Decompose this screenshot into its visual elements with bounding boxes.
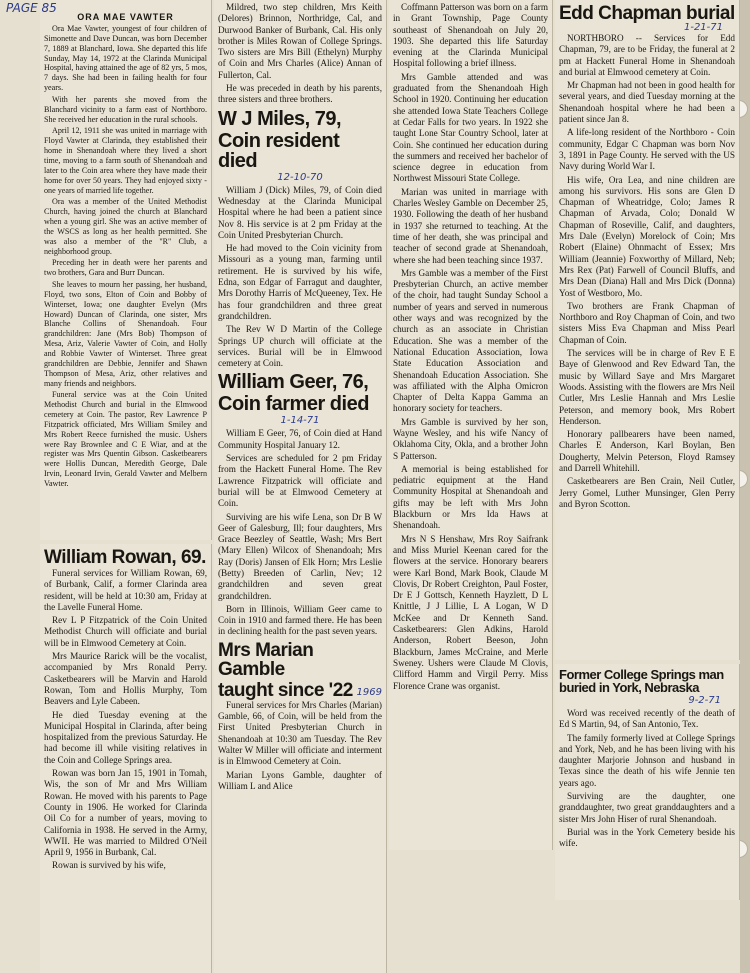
gamble-continued-body (393, 2, 548, 692)
paragraph: Honorary pallbearers have been named, Charles E Anderson, Karl Boylan, Ben Dougherty, Melvin Peterson, Floyd Ramsey and Darrell Whitehill. (559, 429, 735, 473)
paragraph: Marian was united in marriage with Charles Wesley Gamble on December 25, 1930. Following the death of her husband in 1937 she returned to teaching. At the time of her death, she was principal and teacher of second grade at Shenandoah, where she had been teaching since 1937. (393, 186, 548, 265)
clipping-column-2 (214, 0, 387, 973)
paragraph: Born in Illinois, William Geer came to Coin in 1910 and farmed there. He has been in declining health for the past seven years. (218, 603, 382, 637)
clipping-rowan (40, 544, 212, 973)
paragraph: Mrs Maurice Rarick will be the vocalist, accompanied by Mrs Ronald Perry. Casketbearers will be Marvin and Harold Rowan, Tom and Hollis Murphy, Tom Beavers and Lyle Cabeen. (44, 651, 207, 707)
paragraph: Burial was in the York Cemetery beside his wife. (559, 826, 735, 849)
paragraph: Ora was a member of the United Methodist Church, having joined the church at Blanchard when a young girl. She was an active member of the WSCS as long as her health permitted. She was also a member of the "R" Club, a neighborhood group. (44, 197, 207, 256)
paragraph: The services will be in charge of Rev E E Baye of Glenwood and Rev Edward Tan, the music by Willard Saye and Mrs Margaret Woods. Assisting with the flowers are Mrs Neil Cutler, Mrs Leslie Hannah and Mrs Leslie Peterson, and memory book, Mrs Robert Henderson. (559, 348, 735, 426)
paragraph: The Rev W D Martin of the College Springs UP church will officiate at the services. Burial will be in Elmwood cemetery at Coin. (218, 324, 382, 369)
paragraph: He had moved to the Coin vicinity from Missouri as a young man, farming until retirement. He is survived by his wife, Edna, son Edgar of Farragut and daughter, Mrs Dorothy Harris of McQueeney, Tex. He has four grandchildren and three great grandchildren. (218, 243, 382, 321)
clipping-gamble-continued (389, 0, 553, 850)
paragraph: A memorial is being established for pediatric equipment at the Hand Community Hospital at Shenandoah and gifts may be left with Mrs John Blackburn or Mrs Ida Haws at Shenandoah. (393, 463, 548, 531)
paragraph: Mr Chapman had not been in good health for several years, and died Tuesday morning at the Shenandoah hospital where he had been a patient since Jan 8. (559, 80, 735, 125)
page-label: PAGE 85 (6, 1, 57, 15)
paragraph: Coffmann Patterson was born on a farm in Grant Township, Page County southeast of Shenandoah on July 20, 1903. She departed this life Saturday evening at the Clarinda Municipal Hospital following a brief illness. (393, 2, 548, 69)
paragraph: Two brothers are Frank Chapman of Northboro and Roy Chapman of Coin, and two sisters Miss Eva Chapman and Miss Pearl Chapman of Coin. (559, 300, 735, 345)
headline-rowan: William Rowan, 69. (44, 547, 206, 568)
obituary-heading-vawter: ORA MAE VAWTER (77, 12, 174, 22)
paragraph: Services are scheduled for 2 pm Friday from the Hackett Funeral Home. The Rev Lawrence Fitzpatrick will officiate and burial will be at Elmwood Cemetery at Coin. (218, 453, 382, 509)
headline-chapman: Edd Chapman burial (559, 3, 735, 24)
paragraph: He died Tuesday evening at the Municipal Hospital in Clarinda, after being hospitalized from the previous Saturday. He had become ill while visiting relatives in the Coin and College Springs area. (44, 709, 207, 765)
paragraph: Mrs Gamble attended and was graduated from the Shenandoah High School in 1920. Continuing her education she attended Iowa State Teachers College at Cedar Falls for two years. In 1922 she taught Lone Star Country School, later at Coin. She continued her education during the summers and received her bachelor of science degree in education from Northwest Missouri State College. (393, 71, 548, 184)
headline-gamble-1: Mrs Marian Gamble (218, 639, 314, 680)
paragraph: Marian Lyons Gamble, daughter of William L and Alice (218, 769, 382, 791)
clipping-chapman (555, 0, 740, 660)
paragraph: Mrs N S Henshaw, Mrs Roy Saifrank and Miss Muriel Keenan cared for the flowers at the service. Honorary bearers were Karl Bond, Mark Book, Claude M Clovis, Dr Robert Creighton, Paul Foster, Dr E J Gottsch, Kenneth Hayzlett, D L Knittle, J J Lillie, L A Logan, W D McKee and Dr Kenneth Sand. Casketbearers: Glen Adkins, Harold Anderson, Robert Beeson, John Blackburn, James McCraine, and Merle Sweney. Ushers were Claude M Clovis, Clifford Hamm and Virgil Perry. Miss Florence Crane was organist. (393, 533, 548, 691)
handwritten-date-chapman: 1-21-71 (683, 22, 723, 33)
paragraph: Funeral services for Mrs Charles (Marian) Gamble, 66, of Coin, will be held from the First United Presbyterian Church in Shenandoah at 10:30 am Tuesday. The Rev Walter W Miller will officiate and interment is in Elmwood Cemetery at Coin. (218, 699, 382, 767)
paragraph: Funeral services for William Rowan, 69, of Burbank, Calif, a former Clarinda area resident, will be held at 10:30 am, Friday at the Lavelle Funeral Home. (44, 568, 207, 612)
paragraph: A life-long resident of the Northboro - Coin community, Edgar C Chapman was born Nov 3, 1891 in Page County. He served with the US Navy during World War I. (559, 127, 735, 172)
handwritten-date-geer: 1-14-71 (280, 415, 320, 427)
obituary-body-martin (559, 708, 735, 850)
paragraph: The family formerly lived at College Springs and York, Neb, and he has been living with his daughter Marjorie Johnson and husband in Texas since the death of his wife Jennie ten years ago. (559, 732, 735, 788)
obituary-body-gamble (218, 700, 382, 792)
handwritten-date-martin: 9-2-71 (688, 695, 721, 706)
paragraph: William E Geer, 76, of Coin died at Hand Community Hospital January 12. (218, 428, 382, 450)
paragraph: His wife, Ora Lea, and nine children are among his survivors. His sons are Glen D Chapman of Wheatridge, Colo; James R Chapman of Arvada, Colo; Donald W Chapman of Roseville, Calif, and daughters, Mrs Dale (Evelyn) Morelock of Coin; Mrs Robert (Elaine) Ohnmacht of Essex; Mrs William (Jeannie) Foxworthy of Millard, Neb; Mrs Rex (Pat) Farwell of Council Bluffs, and Mrs Dean (Diana) Hall and Mrs Dick (Donna) Yost of Westboro, Mo. (559, 174, 735, 298)
paragraph: April 12, 1911 she was united in marriage with Floyd Vawter at Clarinda, they established their home in Shenandoah where they lived a short time, moving to a farm south of Shenandoah and later to the Coin area where they have made their home for over 50 years. They had enjoyed sixty - one years of married life together. (44, 126, 207, 195)
paragraph: Surviving are the daughter, one granddaughter, two great granddaughters and a sister Mrs John Hiser of rural Shenandoah. (559, 791, 735, 824)
paragraph: Mrs Gamble was a member of the First Presbyterian Church, an active member of the choir, had taught Sunday School a number of years and served in numerous other ways and was recognized by the church as an associate in Christian Education. She was a member of the National Education Association, Iowa State Education Association and Shenandoah Education Association. She was affiliated with the Alpha Omicron Chapter of Delta Kappa Gamma an honorary society for teachers. (393, 267, 548, 414)
clipping-vawter (40, 0, 212, 540)
headline-martin: Former College Springs man buried in York, Nebraska (559, 667, 724, 695)
obituary-body-vawter (44, 24, 207, 489)
paragraph: Funeral service was at the Coin United Methodist Church and burial in the Elmwood cemetery at Coin. The pastor, Rev Lawrence P Fitzpatrick officiated, Mrs William Smiley and Mrs Robert Reece furnished the music. Ushers were Ray Brownlee and C E Wiar, and at the register was Mrs Quentin Gibson. Casketbearers were Hollis Duncan, Meredith George, Dale Irvin, Leonard Irvin, Gerald Vawter and Melbern Vawter. (44, 390, 207, 488)
paragraph: William J (Dick) Miles, 79, of Coin died Wednesday at the Clarinda Municipal Hospital where he had been a patient since Nov 8. His service is at 2 pm Friday at the Coin United Presbyterian Church. (218, 184, 382, 240)
paragraph: Rowan is survived by his wife, (52, 860, 166, 871)
headline-miles-1: W J Miles, 79, (218, 107, 342, 130)
obituary-body-chapman (559, 33, 735, 510)
paragraph: Rowan was born Jan 15, 1901 in Tomah, Wis, the son of Mr and Mrs William Rowan. He moved with his parents to Page County in 1906. He worked for Clarinda Oil Co for a number of years, moving to California in 1938. He served in the Army, WWII. He was married to Mildred O'Neil April 9, 1956 in Burbank, Cal. (44, 768, 207, 858)
handwritten-date-gamble: 1969 (356, 686, 382, 698)
paragraph: He was preceded in death by his parents, three sisters and three brothers. (218, 83, 382, 105)
paragraph: With her parents she moved from the Blanchard vicinity to a farm east of Northboro. She received her education in the rural schools. (44, 94, 207, 124)
paragraph: Casketbearers are Ben Crain, Neil Cutler, Jerry Gomel, Luther Munsinger, Glen Perry and Byron Scotton. (559, 476, 735, 509)
paragraph: Ora Mae Vawter, youngest of four children of Simonette and Dave Duncan, was born December 7, 1889 at Blanchard, Iowa. She departed this life Sunday, May 14, 1972 at the Clarinda Municipal Hospital, having attained the age of 82 yrs, 5 mos, 7 days. She had been in failing health for four years. (44, 24, 207, 93)
obituary-body-geer (218, 428, 382, 637)
paragraph: Rev L P Fitzpatrick of the Coin United Methodist Church will officiate and burial will be in Elmwood Cemetery at Coin. (44, 615, 207, 648)
paragraph: Mildred, two step children, Mrs Keith (Delores) Brinnon, Northridge, Cal, and Durwood Banker of Burbank, Cal. His only brother is Miles Rowan of College Springs. Two sisters are Mrs Bill (Ethelyn) Murphy of Coin and Mrs Charles (Alice) Annan of Fullerton, Cal. (218, 2, 382, 80)
headline-geer-1: William Geer, 76, (218, 371, 369, 394)
paragraph: Surviving are his wife Lena, son Dr B W Geer of Galesburg, Ill; four daughters, Mrs Grace Beezley of Seattle, Wash; Mrs Bert (Mary Ellen) Wilcox of Shenandoah; Mrs Ray (Doris) Jansen of Elk Horn; Mrs Leslie (Betty) Breeden of Carlin, Nev; 12 grandchildren and seven great grandchildren. (218, 511, 382, 601)
handwritten-date-miles: 12-10-70 (277, 171, 323, 183)
obituary-body-rowan (44, 568, 207, 872)
paragraph: She leaves to mourn her passing, her husband, Floyd, two sons, Elton of Coin and Bobby of Winterset, Iowa; one daughter Evelyn (Mrs Howard) Duncan of Clarinda, one sister, Mrs Blanche Collins of Shenandoah. Four grandchildren: Jane (Mrs Bob) Thompson of Mesa, Ariz, Valerie Vawter of Coin, and Holly and Robbie Vawter of Winterset. Three great grandchildren are Debbie, Jennifer and Shawn Thompson of Mesa, Ariz, other relatives and many friends and neighbors. (44, 280, 207, 388)
headline-gamble-2: taught since '22 (218, 679, 353, 701)
headline-geer-2: Coin farmer died (218, 393, 369, 416)
obituary-body-miles (218, 185, 382, 370)
headline-miles-2: Coin resident died (218, 129, 340, 172)
paragraph: NORTHBORO -- Services for Edd Chapman, 79, are to be Friday, the funeral at 2 pm at Hackett Funeral Home in Shenandoah and burial at Elmwood cemetery at Coin. (559, 33, 735, 77)
clipping-martin (555, 664, 740, 900)
rowan-continued (218, 2, 382, 106)
paragraph: Mrs Gamble is survived by her son, Wayne Wesley, and his wife Nancy of Oklahoma City, Okla, and a brother John S Patterson. (393, 416, 548, 461)
paragraph: Preceding her in death were her parents and two brothers, Gara and Burr Duncan. (44, 258, 207, 278)
paragraph: Word was received recently of the death of Ed S Martin, 94, of San Antonio, Tex. (559, 708, 735, 730)
